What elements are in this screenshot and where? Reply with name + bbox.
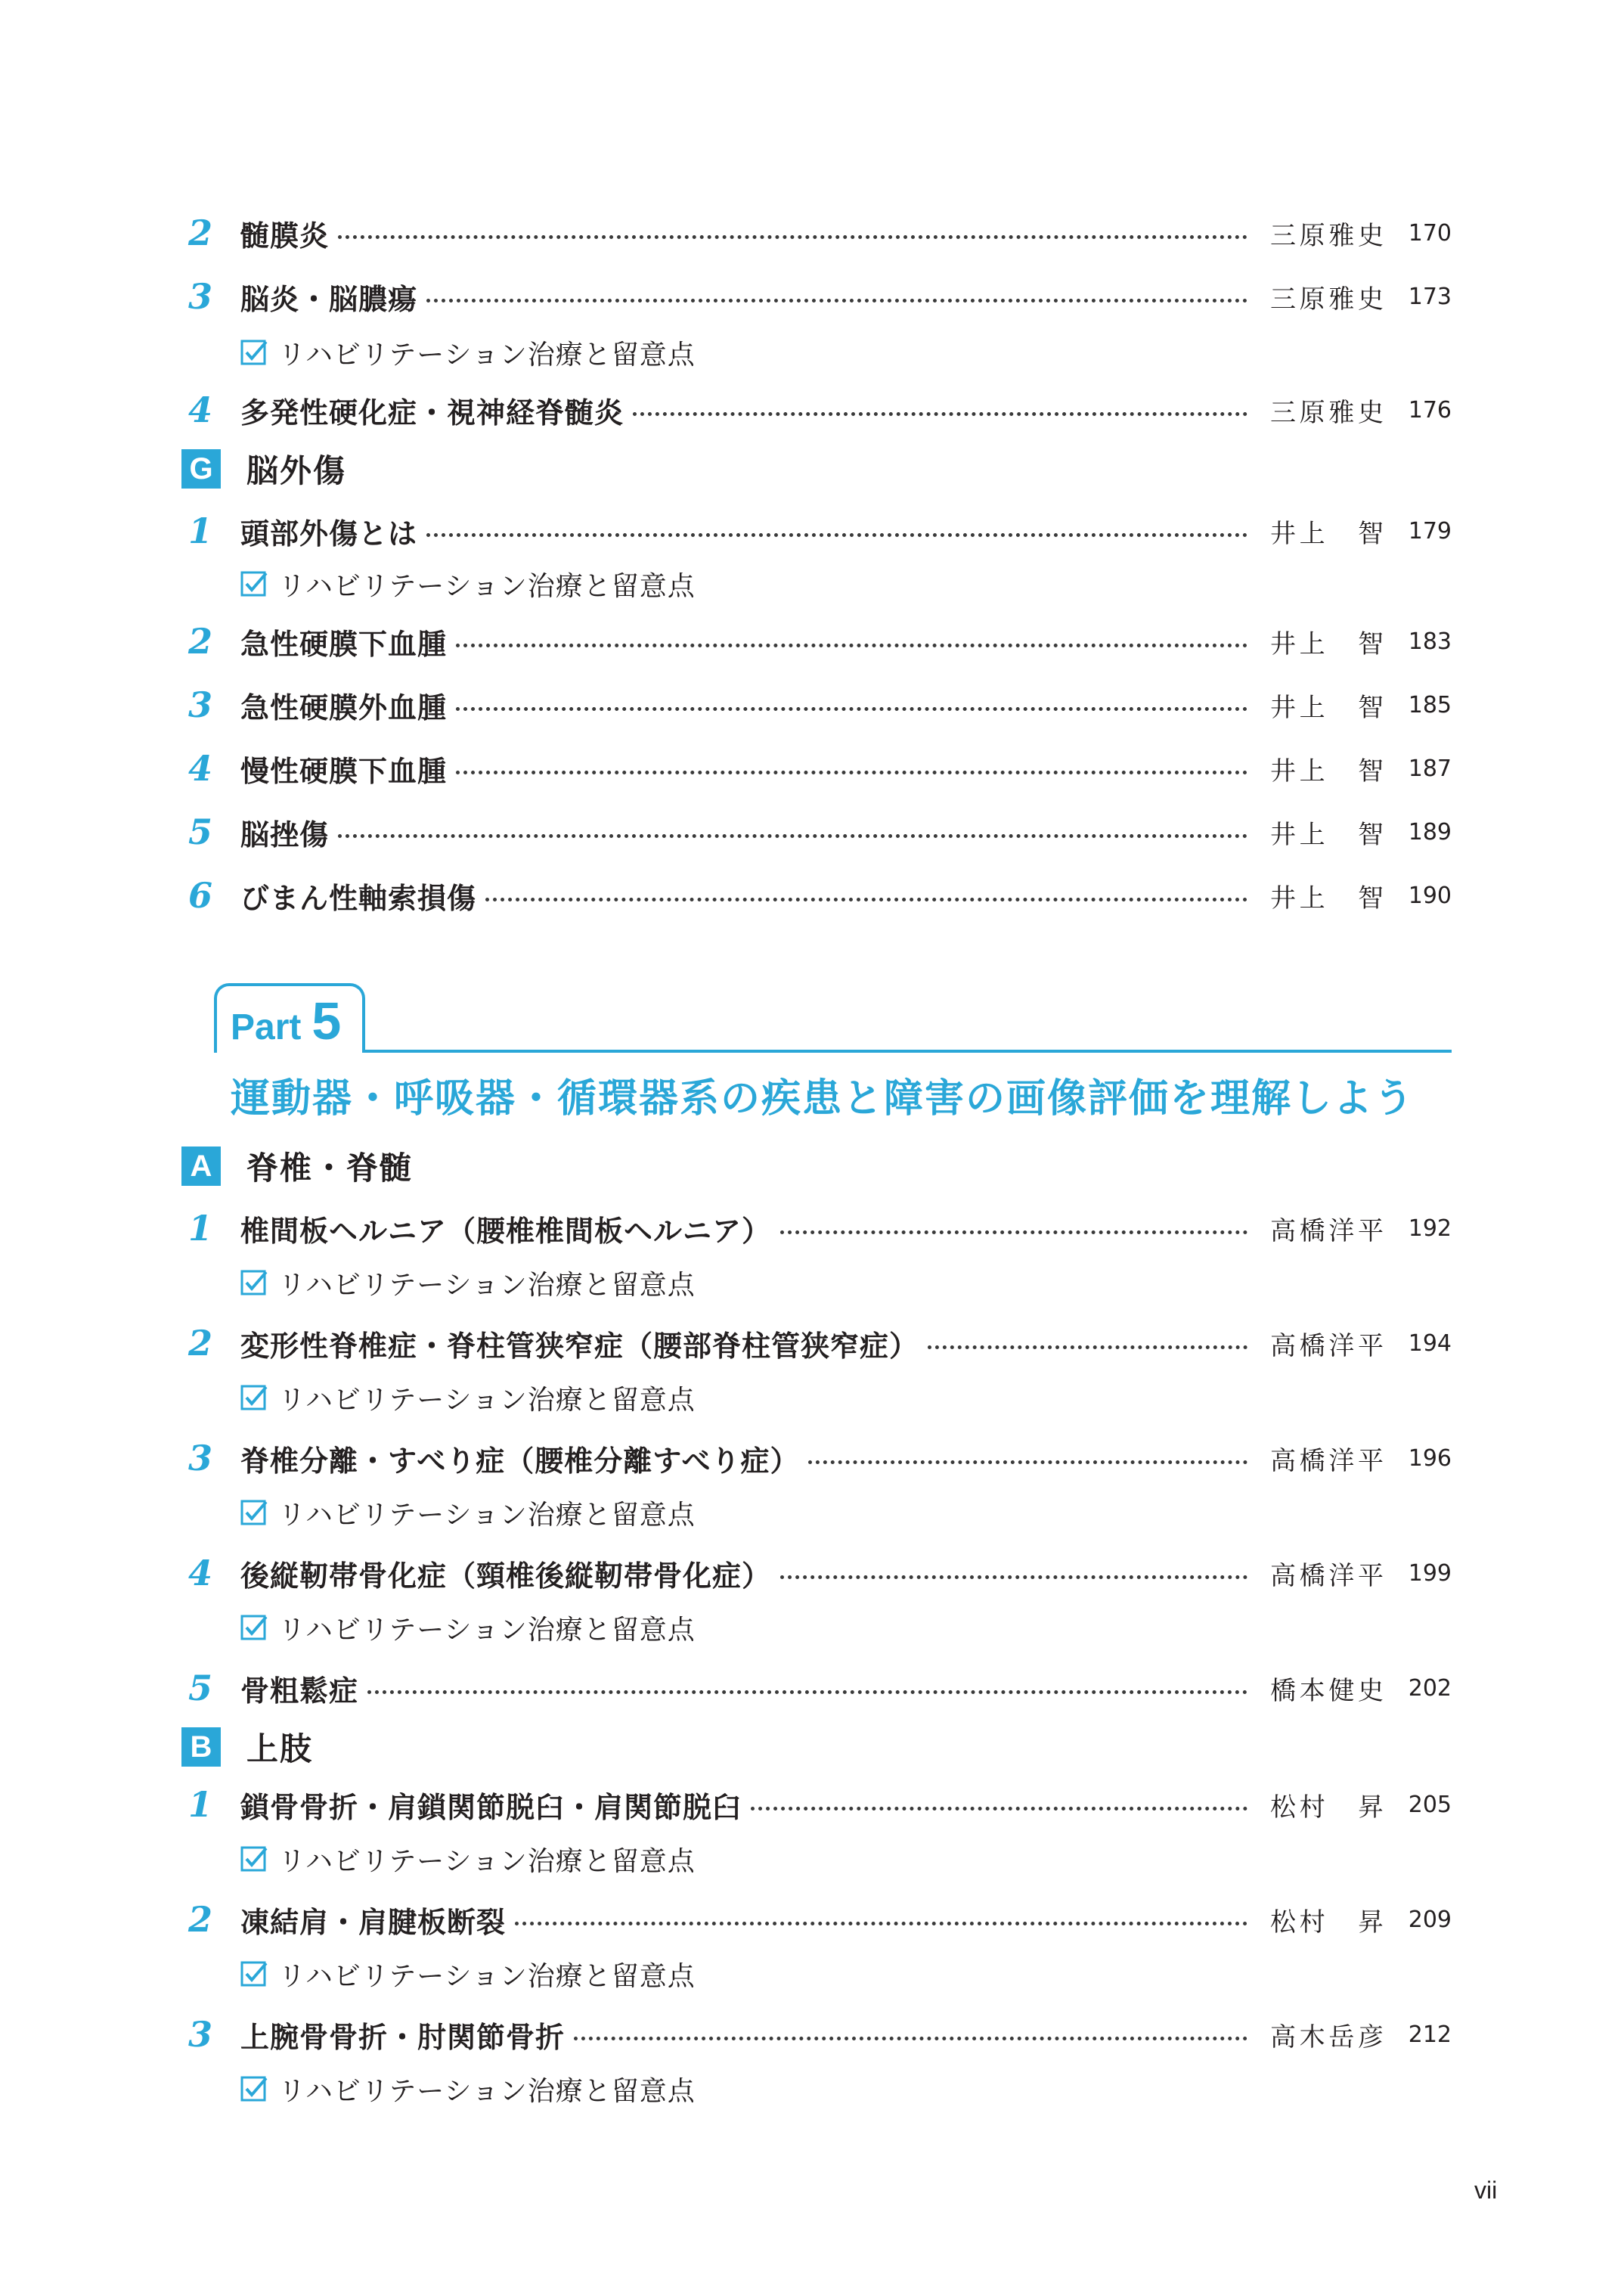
leader-dots — [780, 1575, 1247, 1579]
section-title: 脊椎・脊髄 — [246, 1150, 414, 1187]
entry-title: 上腕骨骨折・肘関節骨折 — [240, 2020, 566, 2054]
leader-dots — [456, 771, 1247, 774]
entry-title: 椎間板ヘルニア（腰椎椎間板ヘルニア） — [240, 1214, 772, 1248]
rehab-subentry[interactable] — [240, 1263, 696, 1302]
subentry-label: リハビリテーション治療と留意点 — [278, 1384, 696, 1416]
leader-dots — [426, 299, 1247, 303]
entry-author: 高橋洋平 — [1270, 1215, 1384, 1246]
checkbox-checked-icon — [240, 1499, 268, 1526]
entry-title: 急性硬膜下血腫 — [240, 627, 448, 661]
entry-title: びまん性軸索損傷 — [240, 881, 477, 915]
section-letter-badge: B — [181, 1727, 221, 1767]
entry-page: 202 — [1408, 1674, 1452, 1702]
page-folio: vii — [1474, 2177, 1498, 2204]
part-label — [231, 991, 341, 1051]
entry-title: 慢性硬膜下血腫 — [240, 754, 448, 788]
entry-author: 三原雅史 — [1270, 397, 1384, 428]
checkbox-checked-icon — [240, 339, 268, 366]
checkbox-checked-icon — [240, 2075, 268, 2102]
entry-author: 松村 昇 — [1270, 1907, 1384, 1938]
part-word: Part — [231, 1007, 302, 1047]
entry-author: 高木岳彦 — [1270, 2022, 1384, 2053]
section-letter-badge: G — [181, 449, 221, 489]
entry-page: 190 — [1408, 882, 1452, 909]
leader-dots — [633, 412, 1247, 416]
entry-author: 井上 智 — [1270, 628, 1384, 659]
entry-page: 176 — [1408, 396, 1452, 424]
leader-dots — [338, 235, 1247, 239]
entry-number: 6 — [188, 875, 212, 916]
subentry-label: リハビリテーション治療と留意点 — [278, 1614, 696, 1646]
rehab-subentry[interactable] — [240, 2069, 696, 2108]
entry-page: 205 — [1408, 1791, 1452, 1818]
entry-page: 196 — [1408, 1444, 1452, 1472]
subentry-label: リハビリテーション治療と留意点 — [278, 2075, 696, 2107]
section-title: 上肢 — [246, 1730, 314, 1767]
entry-page: 183 — [1408, 628, 1452, 655]
entry-author: 高橋洋平 — [1270, 1330, 1384, 1361]
leader-dots — [456, 644, 1247, 647]
entry-number: 2 — [188, 621, 212, 662]
entry-page: 189 — [1408, 818, 1452, 846]
entry-title: 頭部外傷とは — [240, 517, 418, 551]
rehab-subentry[interactable] — [240, 1954, 696, 1994]
entry-number: 5 — [188, 811, 212, 852]
entry-author: 三原雅史 — [1270, 284, 1384, 315]
subentry-label: リハビリテーション治療と留意点 — [278, 1269, 696, 1301]
entry-number: 2 — [188, 1323, 212, 1364]
entry-number: 4 — [188, 748, 212, 789]
leader-dots — [456, 707, 1247, 711]
leader-dots — [515, 1922, 1247, 1925]
entry-title: 髄膜炎 — [240, 219, 330, 253]
rehab-subentry[interactable] — [240, 564, 696, 604]
entry-title: 脊椎分離・すべり症（腰椎分離すべり症） — [240, 1444, 800, 1478]
toc-entry[interactable] — [181, 387, 1452, 433]
entry-number: 3 — [188, 276, 212, 317]
leader-dots — [751, 1807, 1247, 1811]
entry-author: 井上 智 — [1270, 518, 1384, 549]
entry-author: 高橋洋平 — [1270, 1560, 1384, 1591]
entry-title: 骨粗鬆症 — [240, 1674, 359, 1708]
toc-entry[interactable] — [181, 682, 1452, 728]
entry-page: 199 — [1408, 1559, 1452, 1587]
entry-page: 212 — [1408, 2021, 1452, 2048]
toc-entry[interactable] — [181, 746, 1452, 791]
entry-title: 脳挫傷 — [240, 818, 330, 852]
rehab-subentry[interactable] — [240, 1493, 696, 1532]
entry-author: 松村 昇 — [1270, 1792, 1384, 1823]
entry-number: 4 — [188, 1553, 212, 1593]
entry-page: 187 — [1408, 755, 1452, 782]
toc-entry[interactable] — [181, 1665, 1452, 1711]
entry-author: 井上 智 — [1270, 756, 1384, 787]
rehab-subentry[interactable] — [240, 1378, 696, 1417]
entry-author: 三原雅史 — [1270, 220, 1384, 251]
entry-number: 2 — [188, 1899, 212, 1940]
subentry-label: リハビリテーション治療と留意点 — [278, 339, 696, 371]
entry-author: 井上 智 — [1270, 883, 1384, 914]
subentry-label: リハビリテーション治療と留意点 — [278, 570, 696, 602]
entry-number: 3 — [188, 2014, 212, 2055]
section-title: 脳外傷 — [246, 452, 347, 489]
toc-entry[interactable] — [181, 1205, 1452, 1251]
entry-number: 4 — [188, 389, 212, 430]
entry-author: 橋本健史 — [1270, 1675, 1384, 1706]
toc-entry[interactable] — [181, 1320, 1452, 1366]
toc-entry[interactable] — [181, 210, 1452, 256]
section-heading — [181, 446, 346, 492]
checkbox-checked-icon — [240, 1384, 268, 1411]
toc-entry[interactable] — [181, 274, 1452, 319]
toc-entry[interactable] — [181, 508, 1452, 554]
entry-title: 急性硬膜外血腫 — [240, 690, 448, 725]
part-title: 運動器・呼吸器・循環器系の疾患と障害の画像評価を理解しよう — [231, 1076, 1415, 1122]
part-rule — [365, 1050, 1452, 1053]
toc-entry[interactable] — [181, 1435, 1452, 1481]
section-heading — [181, 1143, 413, 1189]
entry-page: 192 — [1408, 1215, 1452, 1242]
toc-entry[interactable] — [181, 1897, 1452, 1942]
checkbox-checked-icon — [240, 1614, 268, 1641]
checkbox-checked-icon — [240, 1845, 268, 1873]
toc-entry[interactable] — [181, 873, 1452, 918]
leader-dots — [367, 1690, 1247, 1694]
checkbox-checked-icon — [240, 1960, 268, 1987]
rehab-subentry[interactable] — [240, 1839, 696, 1879]
entry-number: 2 — [188, 213, 212, 253]
entry-page: 209 — [1408, 1906, 1452, 1933]
subentry-label: リハビリテーション治療と留意点 — [278, 1499, 696, 1531]
entry-author: 井上 智 — [1270, 692, 1384, 723]
entry-number: 1 — [188, 1208, 212, 1249]
entry-author: 高橋洋平 — [1270, 1445, 1384, 1476]
subentry-label: リハビリテーション治療と留意点 — [278, 1845, 696, 1877]
entry-page: 179 — [1408, 517, 1452, 545]
part-number: 5 — [311, 991, 342, 1050]
entry-number: 1 — [188, 1784, 212, 1825]
rehab-subentry[interactable] — [240, 1608, 696, 1647]
entry-page: 173 — [1408, 283, 1452, 310]
entry-number: 5 — [188, 1668, 212, 1708]
entry-title: 鎖骨骨折・肩鎖関節脱臼・肩関節脱臼 — [240, 1790, 742, 1824]
toc-entry[interactable] — [181, 809, 1452, 855]
entry-author: 井上 智 — [1270, 819, 1384, 850]
entry-page: 194 — [1408, 1330, 1452, 1357]
leader-dots — [485, 898, 1247, 901]
leader-dots — [338, 834, 1247, 838]
leader-dots — [574, 2037, 1247, 2040]
checkbox-checked-icon — [240, 1269, 268, 1296]
section-heading — [181, 1724, 313, 1770]
leader-dots — [928, 1345, 1247, 1349]
entry-number: 3 — [188, 1438, 212, 1479]
toc-entry[interactable] — [181, 1550, 1452, 1596]
leader-dots — [780, 1230, 1247, 1234]
subentry-label: リハビリテーション治療と留意点 — [278, 1960, 696, 1992]
entry-title: 脳炎・脳膿瘍 — [240, 282, 418, 316]
entry-title: 多発性硬化症・視神経脊髄炎 — [240, 396, 624, 430]
toc-entry[interactable] — [181, 2012, 1452, 2057]
leader-dots — [426, 533, 1247, 537]
toc-entry[interactable] — [181, 1782, 1452, 1827]
entry-page: 170 — [1408, 219, 1452, 247]
toc-entry[interactable] — [181, 619, 1452, 664]
checkbox-checked-icon — [240, 570, 268, 597]
rehab-subentry[interactable] — [240, 333, 696, 372]
entry-number: 3 — [188, 684, 212, 725]
entry-title: 凍結肩・肩腱板断裂 — [240, 1905, 507, 1939]
section-letter-badge: A — [181, 1146, 221, 1186]
leader-dots — [808, 1460, 1247, 1464]
entry-title: 後縦靭帯骨化症（頸椎後縦靭帯骨化症） — [240, 1559, 772, 1593]
entry-number: 1 — [188, 510, 212, 551]
entry-title: 変形性脊椎症・脊柱管狭窄症（腰部脊柱管狭窄症） — [240, 1329, 919, 1363]
entry-page: 185 — [1408, 691, 1452, 718]
